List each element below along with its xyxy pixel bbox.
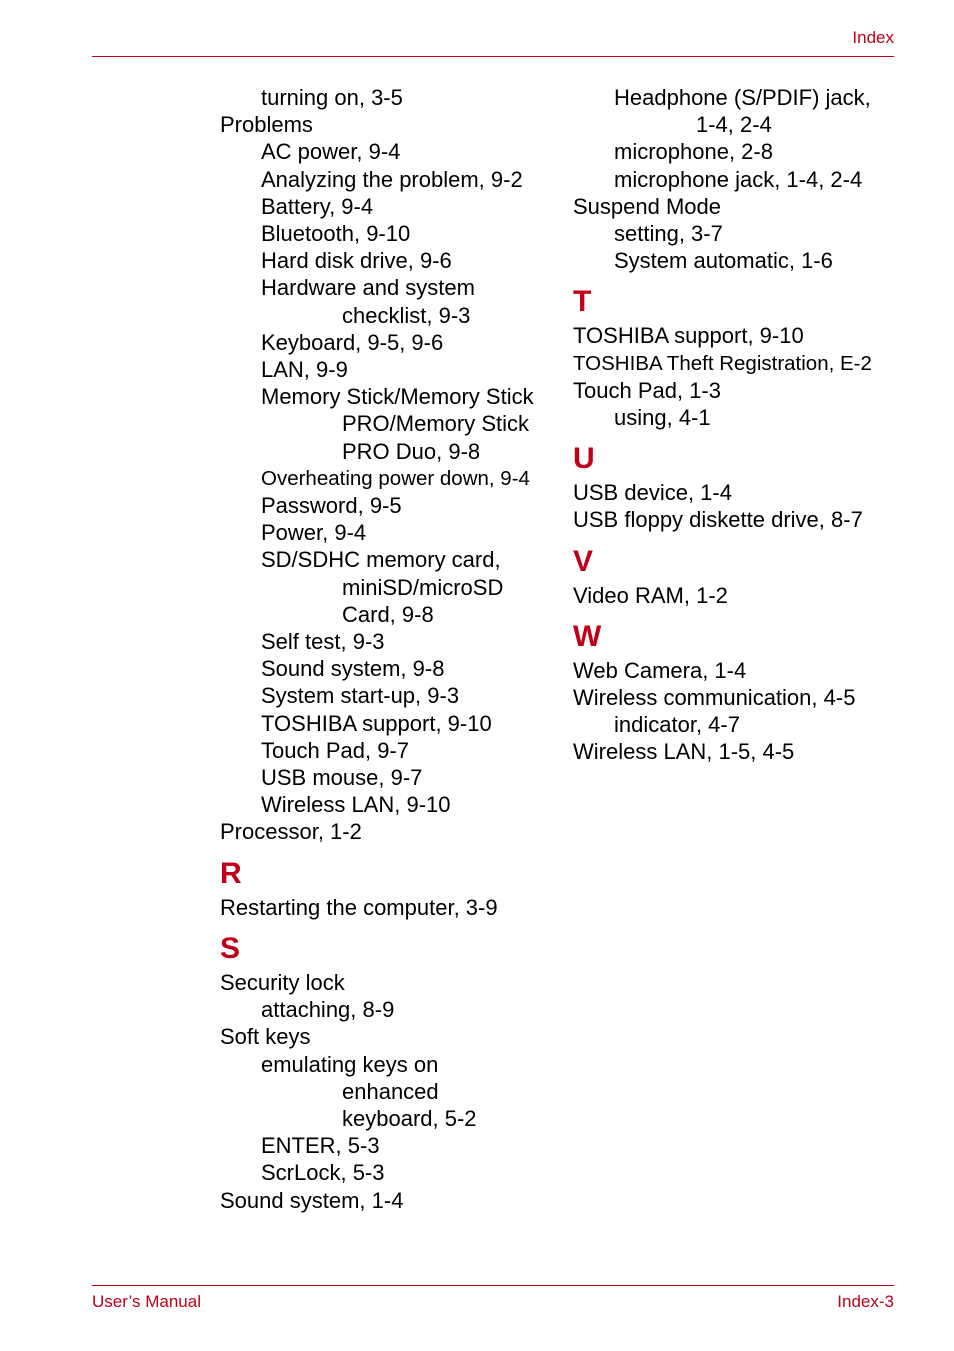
footer-page-number: Index-3 [837,1292,894,1311]
index-entry: checklist, 9-3 [342,302,471,328]
index-entry: Sound system, 9-8 [261,656,445,682]
index-entry: Video RAM, 1-2 [573,582,728,608]
index-entry: microphone jack, 1-4, 2-4 [614,166,863,192]
index-entry: Sound system, 1-4 [220,1187,404,1213]
index-entry: Hardware and system [261,275,475,301]
index-entry: Touch Pad, 9-7 [261,737,409,763]
header-rule [92,56,894,57]
index-entry: TOSHIBA support, 9-10 [573,323,804,349]
index-entry: Suspend Mode [573,193,721,219]
footer-rule [92,1285,894,1286]
index-entry: LAN, 9-9 [261,357,348,383]
index-entry: emulating keys on [261,1051,439,1077]
index-entry: Restarting the computer, 3-9 [220,894,498,920]
index-entry: Web Camera, 1-4 [573,657,747,683]
index-entry: Keyboard, 9-5, 9-6 [261,329,444,355]
index-entry: 1-4, 2-4 [696,112,772,138]
index-entry: System start-up, 9-3 [261,683,460,709]
index-entry: setting, 3-7 [614,221,723,247]
index-entry: Hard disk drive, 9-6 [261,248,452,274]
index-entry: Power, 9-4 [261,520,367,546]
index-entry: Bluetooth, 9-10 [261,221,411,247]
index-entry: ENTER, 5-3 [261,1133,380,1159]
index-entry: Analyzing the problem, 9-2 [261,166,523,192]
index-section-letter: S [220,931,241,965]
index-entry: Memory Stick/Memory Stick [261,384,534,410]
index-entry: AC power, 9-4 [261,139,401,165]
index-entry: Problems [220,112,313,138]
index-entry: keyboard, 5-2 [342,1105,477,1131]
index-entry: Wireless LAN, 9-10 [261,792,451,818]
index-entry: Processor, 1-2 [220,819,362,845]
index-entry: PRO Duo, 9-8 [342,438,481,464]
index-entry: indicator, 4-7 [614,712,740,738]
index-entry: TOSHIBA Theft Registration, E-2 [573,351,872,375]
index-entry: miniSD/microSD [342,574,504,600]
index-column-left [220,84,534,1214]
index-entry: Self test, 9-3 [261,629,385,655]
index-entry: Soft keys [220,1024,311,1050]
index-entry: Overheating power down, 9-4 [261,466,530,490]
index-entry: using, 4-1 [614,405,711,431]
index-entry: USB floppy diskette drive, 8-7 [573,507,863,533]
index-section-letter: R [220,856,242,890]
index-entry: SD/SDHC memory card, [261,547,501,573]
index-entry: PRO/Memory Stick [342,411,530,437]
index-entry: USB device, 1-4 [573,480,732,506]
index-entry: Password, 9-5 [261,493,402,519]
index-entry: Wireless communication, 4-5 [573,685,856,711]
index-entry: attaching, 8-9 [261,997,395,1023]
index-entry: turning on, 3-5 [261,85,403,110]
index-entry: Card, 9-8 [342,601,434,627]
index-section-letter: V [573,544,594,578]
header-title: Index [852,28,894,47]
index-entry: Security lock [220,969,345,995]
index-entry: ScrLock, 5-3 [261,1160,385,1186]
footer-manual-title: User’s Manual [92,1292,201,1311]
index-entry: enhanced [342,1078,439,1104]
index-entry: Headphone (S/PDIF) jack, [614,85,871,110]
index-entry: TOSHIBA support, 9-10 [261,710,492,736]
index-section-letter: W [573,619,602,653]
index-entry: USB mouse, 9-7 [261,765,423,791]
index-entry: Wireless LAN, 1-5, 4-5 [573,739,795,765]
index-entry: System automatic, 1-6 [614,248,833,274]
index-section-letter: U [573,442,595,476]
index-section-letter: T [573,285,592,319]
index-entry: Battery, 9-4 [261,193,374,219]
index-entry: microphone, 2-8 [614,139,773,165]
index-column-right [573,84,872,766]
index-entry: Touch Pad, 1-3 [573,377,721,403]
